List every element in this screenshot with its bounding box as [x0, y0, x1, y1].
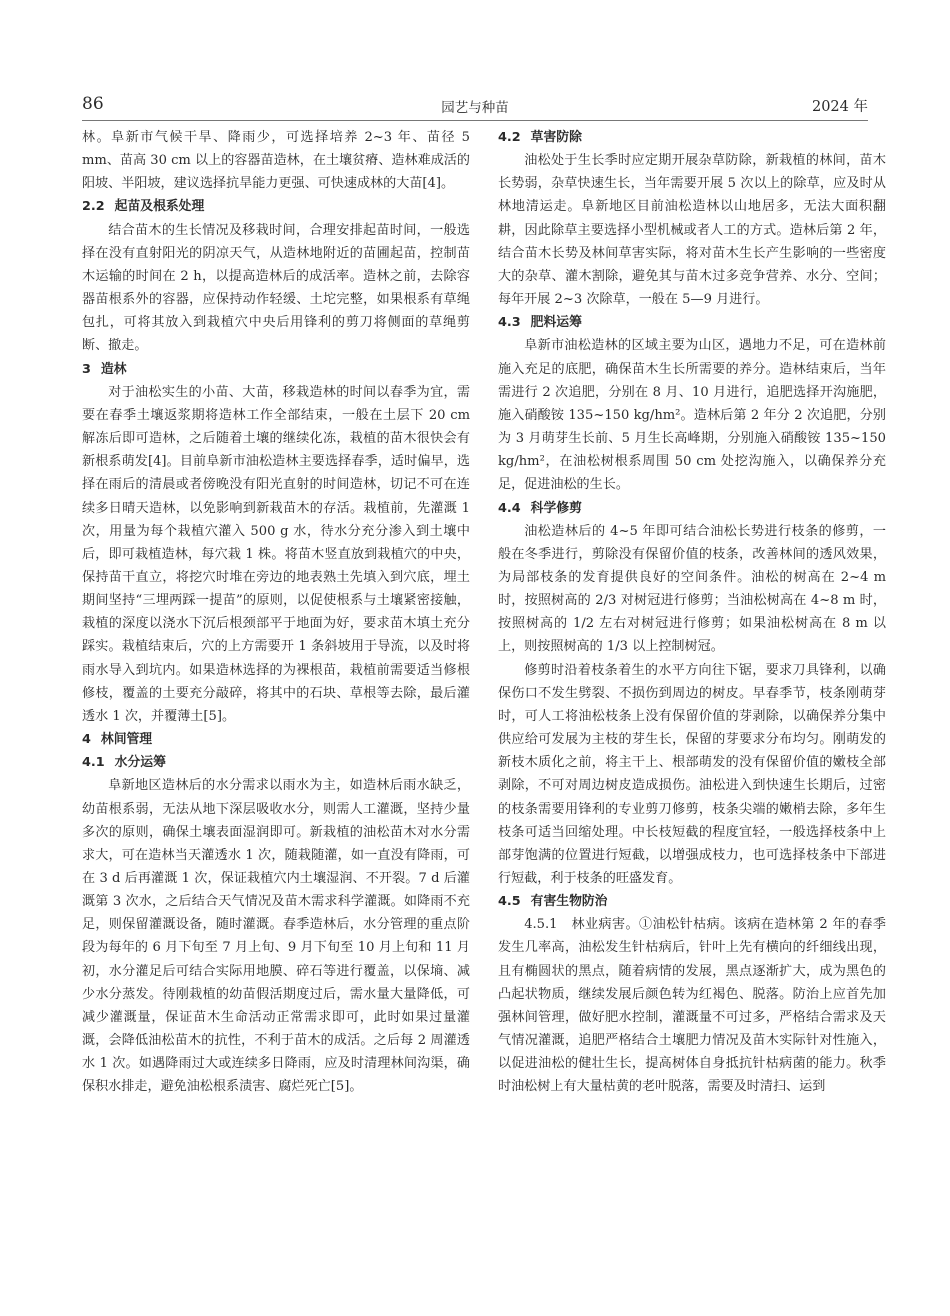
paragraph: 结合苗木的生长情况及移栽时间，合理安排起苗时间，一般选择在没有直射阳光的阴凉天气，从造林地附近的苗圃起苗，控制苗木运输的时间在 2 h，以提高造林后的成活率。造林之前，去除容器苗根系外的容器，应保持动作轻缓、土坨完整，如果根系有草绳包扎，可将其放入到栽植穴中央后用锋利的剪刀将侧面的草绳剪断、撤走。 [82, 222, 470, 354]
journal-title: 园艺与种苗 [441, 100, 509, 116]
paragraph: 修剪时沿着枝条着生的水平方向往下锯，要求刀具锋利，以确保伤口不发生劈裂、不损伤到周边的树皮。早春季节，枝条刚萌芽时，可人工将油松枝条上没有保留价值的芽剥除，以确保养分集中供应给可发展为主枝的芽生长，保留的芽要求分布均匀。刚萌发的新枝木质化之前，将主干上、根部萌发的没有保留价值的嫩枝全部剥除，不可对周边树皮造成损伤。油松进入到快速生长期后，过密的枝条需要用锋利的专业剪刀修剪，枝条尖端的嫩梢去除，多年生枝条可适当回缩处理。中长枝短截的程度宜轻，一般选择枝条中上部芽饱满的位置进行短截，以增强成枝力，也可选择枝条中下部进行短截，利于枝条的旺盛发育。 [498, 662, 886, 886]
paragraph: 对于油松实生的小苗、大苗，移栽造林的时间以春季为宜，需要在春季土壤返浆期将造林工作全部结束，一般在土层下 20 cm 解冻后即可造林，之后随着土壤的继续化冻，栽植的苗木很快会有新根系萌发[4]。目前阜新市油松造林主要选择春季，适时偏早，选择在雨后的清晨或者傍晚没有阳光直射的时间造林，切记不可在连续多日晴天造林，以免影响到新栽苗木的存活。栽植前，先灌溉 1 次，用量为每个栽植穴灌入 500 g 水，待水分充分渗入到土壤中后，即可栽植造林，每穴栽 1 株。将苗木竖直放到栽植穴的中央，保持苗干直立，将挖穴时堆在旁边的地表熟土先填入到穴底，埋土期间坚持“三埋两踩一提苗”的原则，以促使根系与土壤紧密接触，栽植的深度以浇水下沉后根颈部平于地面为好，要求苗木填土充分踩实。栽植结束后，穴的上方需要开 1 条斜坡用于导流，以及时将雨水导入到坑内。如果造林选择的为裸根苗，栽植前需要适当修根修枝，覆盖的土要充分敲碎，将其中的石块、草根等去除，最后灌透水 1 次，并覆薄土[5]。 [82, 384, 470, 724]
section-heading-4: 4 林间管理 [82, 732, 153, 748]
section-heading-4-4: 4.4 科学修剪 [498, 500, 582, 516]
left-column [82, 126, 470, 1099]
publication-year: 2024 年 [811, 99, 868, 115]
paragraph: 阜新地区造林后的水分需求以雨水为主，如造林后雨水缺乏，幼苗根系弱，无法从地下深层吸收水分，则需人工灌溉，坚持少量多次的原则，确保土壤表面湿润即可。新栽植的油松苗木对水分需求大，可在造林当天灌透水 1 次，随栽随灌，如一直没有降雨，可在 3 d 后再灌溉 1 次，保证栽植穴内土壤湿润、不开裂。7 d 后灌溉第 3 次水，之后结合天气情况及苗木需求科学灌溉。如降雨不充足，则保留灌溉设备，随时灌溉。春季造林后，水分管理的重点阶段为每年的 6 月下旬至 7 月上旬、9 月下旬至 10 月上旬和 11 月初，水分灌足后可结合实际用地膜、碎石等进行覆盖，以保墒、减少水分蒸发。待刚栽植的幼苗假活期度过后，需水量大量降低，可减少灌溉量，保证苗木生命活动正常需求即可，此时如果过量灌溉，会降低油松苗木的抗性，不利于苗木的成活。之后每 2 周灌透水 1 次。如遇降雨过大或连续多日降雨，应及时清理林间沟渠，确保积水排走，避免油松根系渍害、腐烂死亡[5]。 [82, 778, 470, 1095]
section-heading-4-1: 4.1 水分运筹 [82, 755, 166, 771]
right-column [498, 126, 886, 1099]
header-rule [82, 120, 868, 121]
page-header [82, 92, 868, 118]
section-heading-4-5: 4.5 有害生物防治 [498, 894, 608, 910]
section-heading-4-2: 4.2 草害防除 [498, 130, 582, 145]
paragraph: 油松处于生长季时应定期开展杂草防除，新栽植的林间，苗木长势弱，杂草快速生长，当年需要开展 5 次以上的除草，应及时从林地清运走。阜新地区目前油松造林以山地居多，无法大面积翻耕，因此除草主要选择小型机械或者人工的方式。造林后第 2 年，结合苗木长势及林间草害实际，将对苗木生长产生影响的一些密度大的杂草、灌木割除，避免其与苗木过多竞争营养、水分、空间；每年开展 2~3 次除草，一般在 5—9 月进行。 [498, 153, 886, 308]
section-heading-2-2: 2.2 起苗及根系处理 [82, 199, 205, 215]
section-heading-4-3: 4.3 肥料运筹 [498, 315, 582, 331]
paragraph-continued: 林。阜新市气候干旱、降雨少，可选择培养 2~3 年、苗径 5 mm、苗高 30 cm 以上的容器苗造林，在土壤贫瘠、造林难成活的阳坡、半阳坡，建议选择抗旱能力更强、可快速成林的大苗[4]。 [82, 130, 470, 192]
section-heading-3: 3 造林 [82, 361, 127, 377]
page-number: 86 [82, 94, 104, 114]
paragraph: 阜新市油松造林的区域主要为山区，遇地力不足，可在造林前施入充足的底肥，确保苗木生长所需要的养分。造林结束后，当年需进行 2 次追肥，分别在 8 月、10 月进行，追肥选择开沟施肥，施入硝酸铵 135~150 kg/hm²。造林后第 2 年分 2 次追肥，分别为 3 月萌芽生长前、5 月生长高峰期，分别施入硝酸铵 135~150 kg/hm²，在油松树根系周围 50 cm 处挖沟施入，以确保养分充足，促进油松的生长。 [498, 338, 886, 493]
paragraph: 油松造林后的 4~5 年即可结合油松长势进行枝条的修剪，一般在冬季进行，剪除没有保留价值的枝条，改善林间的透风效果，为局部枝条的发育提供良好的空间条件。油松的树高在 2~4 m 时，按照树高的 2/3 对树冠进行修剪；当油松树高在 4~8 m 时，按照树高的 1/2 左右对树冠进行修剪；如果油松树高在 8 m 以上，则按照树高的 1/3 以上控制树冠。 [498, 523, 886, 655]
paragraph: 4.5.1 林业病害。①油松针枯病。该病在造林第 2 年的春季发生几率高，油松发生针枯病后，针叶上先有横向的纤细线出现，且有椭圆状的黑点，随着病情的发展，黑点逐渐扩大，成为黑色的凸起状物质，继续发展后颜色转为红褐色、脱落。防治上应首先加强林间管理，做好肥水控制，灌溉量不可过多，严格结合需求及天气情况灌溉，追肥严格结合土壤肥力情况及苗木实际针对性施入，以促进油松的健壮生长，提高树体自身抵抗针枯病菌的能力。秋季时油松树上有大量枯黄的老叶脱落，需要及时清扫、运到 [498, 917, 886, 1095]
